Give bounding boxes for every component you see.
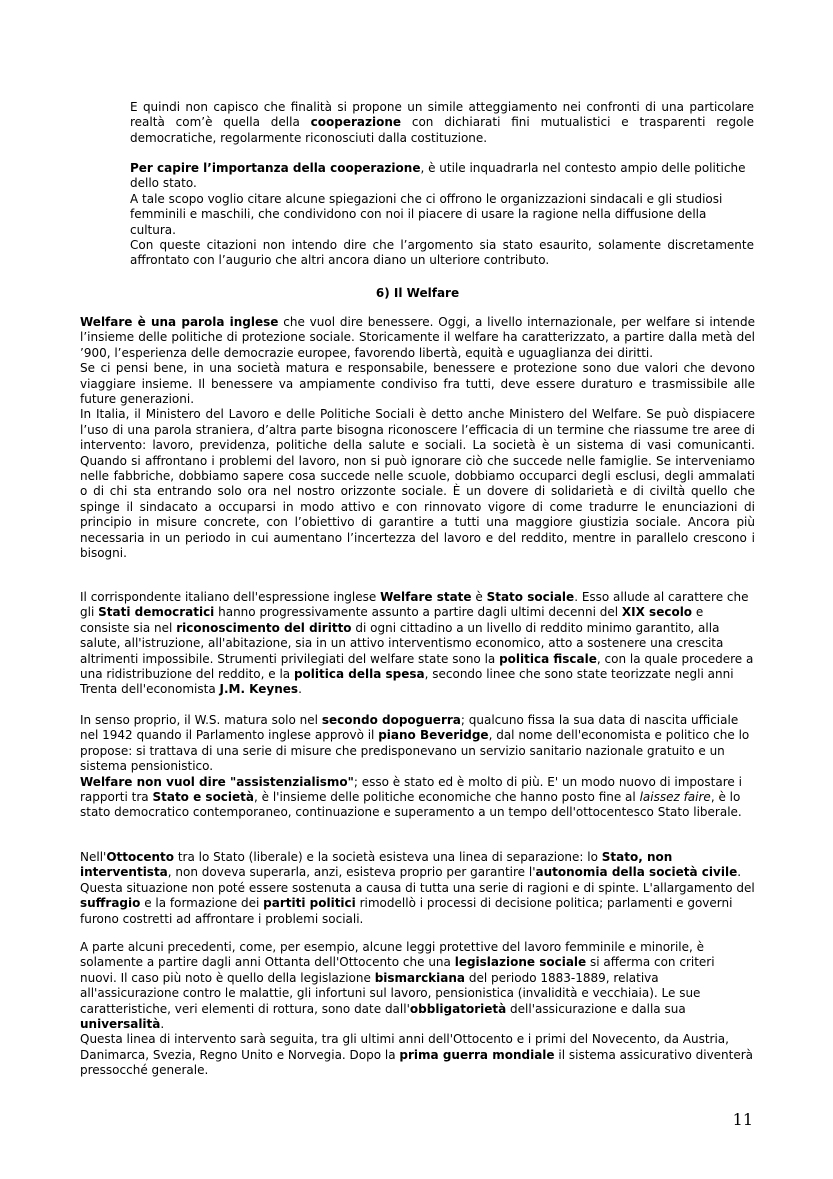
intro-paragraph-1 — [130, 100, 754, 146]
welfare-paragraph-2: Se ci pensi bene, in una società matura e responsabile, benessere e protezione sono due valori che devono viaggiare insieme. Il benessere va ampiamente condiviso fra tutti, deve essere duraturo e trasmissibile alle future generazioni. — [80, 361, 755, 407]
bold-text: Welfare state — [380, 590, 472, 604]
bold-text: suffragio — [80, 896, 141, 911]
bold-text: Welfare è una parola inglese — [80, 315, 279, 329]
text-span: Nell' — [80, 850, 107, 864]
bold-text: Stato e società — [152, 790, 255, 805]
bold-text: politica della spesa — [293, 667, 425, 682]
ottocento-paragraph — [80, 850, 755, 927]
text-span: hanno progressivamente assunto a partire dagli ultimi decenni del — [214, 605, 622, 620]
text-span: tra lo Stato (liberale) e la società esisteva una linea di separazione: lo — [174, 850, 602, 864]
text-span: Il corrispondente italiano dell'espressione inglese — [80, 590, 381, 604]
bold-text: J.M. Keynes — [219, 682, 299, 697]
bold-text: universalità — [80, 1017, 161, 1032]
bold-text: bismarckiana — [374, 970, 466, 985]
bold-text: cooperazione — [310, 115, 402, 130]
bold-text: politica fiscale — [499, 651, 597, 666]
text-span: con dichiarati fini mutualistici e trasparenti regole democratiche, regolarmente riconosciuti dalla costituzione. — [130, 115, 754, 145]
text-span: E quindi non capisco che finalità si propone un simile atteggiamento nei confronti di una particolare realtà com’è quella della — [130, 100, 754, 130]
bold-text: Welfare non vuol dire "assistenzialismo" — [80, 774, 354, 789]
text-span: , secondo linee che sono state teorizzate negli anni Trenta dell'economista — [80, 667, 734, 697]
bold-text: Per capire l’importanza della cooperazione — [130, 161, 421, 175]
text-span: . — [160, 1017, 165, 1032]
text-span: e la formazione dei — [140, 896, 264, 911]
text-span: ; esso è stato ed è molto di più. E' un modo nuovo di impostare i rapporti tra — [80, 774, 742, 805]
dopoguerra-paragraph — [80, 713, 755, 821]
text-span: rimodellò i processi di decisione politica; parlamenti e governi furono costretti ad affrontare i problemi sociali. — [80, 896, 733, 926]
intro-paragraph-4: Con queste citazioni non intendo dire che l’argomento sia stato esaurito, solamente discretamente affrontato con l’augurio che altri ancora diano un ulteriore contributo. — [130, 238, 754, 268]
page-number: 11 — [732, 1110, 753, 1129]
intro-paragraph-2 — [130, 161, 754, 269]
text-span: dell'assicurazione e dalla sua — [506, 1001, 686, 1016]
text-span: A parte alcuni precedenti, come, per esempio, alcune leggi protettive del lavoro femminile e minorile, è solamente a partire dagli anni Ottanta dell'Ottocento che una — [80, 940, 705, 970]
bold-text: secondo dopoguerra — [321, 713, 461, 727]
italic-text: laissez faire — [639, 790, 711, 805]
bold-text: XIX secolo — [621, 605, 693, 620]
legislazione-paragraph — [80, 940, 755, 1079]
text-span: , non doveva superarla, anzi, esisteva proprio per garantire l' — [167, 865, 536, 880]
text-span: , è utile inquadrarla nel contesto ampio delle politiche dello stato. — [130, 161, 746, 191]
text-span: , è l'insieme delle politiche economiche che hanno posto fine al — [254, 790, 640, 805]
section-heading: 6) Il Welfare — [375, 286, 460, 300]
bold-text: autonomia della società civile — [535, 865, 738, 880]
text-span: Questa linea di intervento sarà seguita, tra gli ultimi anni dell'Ottocento e i primi del Novecento, da Austria, Danimarca, Svezia, Regno Unito e Norvegia. Dopo la — [80, 1032, 729, 1062]
bold-text: obbligatorietà — [409, 1001, 507, 1016]
welfare-state-paragraph — [80, 590, 755, 698]
bold-text: Stato, non interventista — [80, 850, 673, 880]
text-span: si afferma con criteri nuovi. Il caso più noto è quello della legislazione — [80, 955, 715, 985]
text-span: il sistema assicurativo diventerà pressocché generale. — [80, 1047, 754, 1078]
text-span: e consiste sia nel — [80, 605, 704, 635]
bold-text: riconoscimento del diritto — [176, 620, 352, 635]
text-span: del periodo 1883-1889, relativa all'assicurazione contro le malattie, gli infortuni sul lavoro, pensionistica (invalidità e vecchiaia). Le sue caratteristiche, veri elementi di rottura, sono date dall' — [80, 970, 701, 1016]
welfare-paragraph-1 — [80, 315, 755, 562]
bold-text: legislazione sociale — [454, 955, 587, 970]
bold-text: Stati democratici — [98, 605, 215, 620]
bold-text: Stato sociale — [486, 590, 575, 604]
text-span: , è lo stato democratico contemporaneo, continuazione e superamento a un tempo dell'ottocentesco Stato liberale. — [80, 790, 742, 820]
text-span: In senso proprio, il W.S. matura solo nel — [80, 713, 322, 727]
bold-text: Ottocento — [106, 850, 175, 864]
bold-text: piano Beveridge — [378, 728, 489, 743]
text-span: , dal nome dell'economista e politico che lo propose: si trattava di una serie di misure che predisponevano un servizio sanitario nazionale gratuito e un sistema pensionistico. — [80, 728, 750, 774]
text-span: , con la quale procedere a una ridistribuzione del reddito, e la — [80, 651, 754, 682]
bold-text: partiti politici — [263, 896, 356, 911]
text-span: . Questa situazione non poté essere sostenuta a causa di tutta una serie di ragioni e di spinte. L'allargamento del — [80, 865, 755, 895]
text-span: . — [298, 682, 302, 697]
text-span: che vuol dire benessere. Oggi, a livello internazionale, per welfare si intende l’insieme delle politiche di protezione sociale. Storicamente il welfare ha caratterizzato, a partire dalla metà del ’900, l’esperienza delle democrazie europee, favorendo libertà, equità e uguaglianza dei diritti. — [80, 315, 755, 360]
text-span: . Esso allude al carattere che gli — [80, 590, 749, 620]
intro-paragraph-3: A tale scopo voglio citare alcune spiegazioni che ci offrono le organizzazioni sindacali e gli studiosi femminili e maschili, che condividono con noi il piacere di usare la ragione nella diffusione della cultura. — [130, 191, 723, 237]
bold-text: prima guerra mondiale — [399, 1047, 555, 1062]
welfare-paragraph-3: In Italia, il Ministero del Lavoro e delle Politiche Sociali è detto anche Ministero del Welfare. Se può dispiacere l’uso di una parola straniera, d’altra parte bisogna riconoscere l’efficacia di un termine che riassume tre aree di intervento: lavoro, previdenza, politiche della salute e sociali. La società è un sistema di vasi comunicanti. Quando si affrontano i problemi del lavoro, non si può ignorare ciò che succede nelle famiglie. Se interveniamo nelle fabbriche, dobbiamo sapere cosa succede nelle scuole, dobbiamo occuparci degli esclusi, degli ammalati o di chi sta entrando solo ora nel nostro orizzonte sociale. È un dovere di solidarietà e di civiltà quello che spinge il sindacato a occuparsi in modo attivo e con rinnovato vigore di come tradurre le enunciazioni di principio in misure concrete, con l’obiettivo di garantire a tutti una maggiore giustizia sociale. Ancora più necessaria in un periodo in cui aumentano l’incertezza del lavoro e del reddito, mentre in parallelo crescono i bisogni. — [80, 407, 755, 561]
text-span: di ogni cittadino a un livello di reddito minimo garantito, alla salute, all'istruzione, all'abitazione, sia in un attivo interventismo economico, atto a sostenere una crescita altrimenti impossibile. Strumenti privilegiati del welfare state sono la — [80, 620, 724, 666]
text-span: ; qualcuno fissa la sua data di nascita ufficiale nel 1942 quando il Parlamento inglese approvò il — [80, 713, 739, 743]
text-span: è — [471, 590, 487, 604]
